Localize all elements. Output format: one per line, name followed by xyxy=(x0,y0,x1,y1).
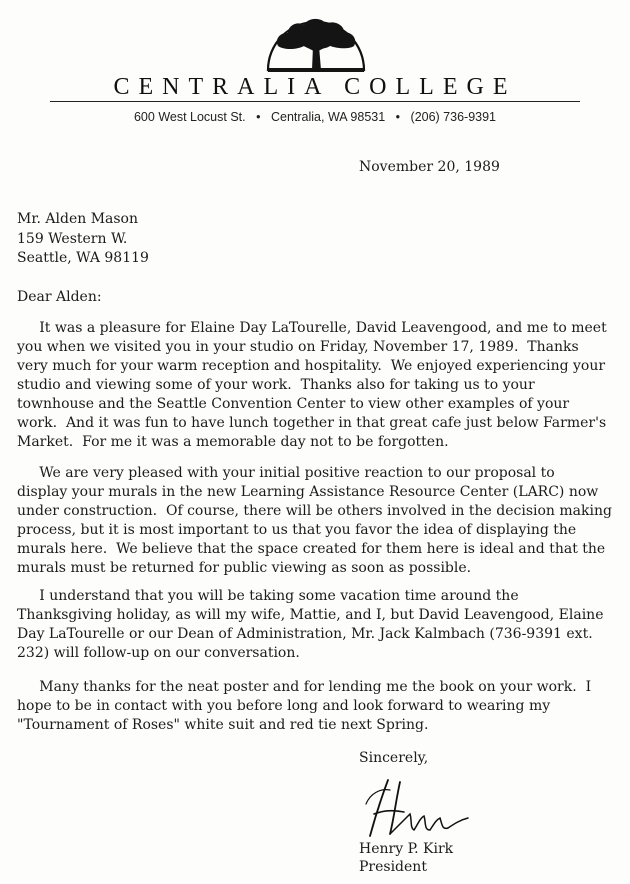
letterhead-phone: (206) 736-9391 xyxy=(410,110,497,124)
paragraph-line: Thanksgiving holiday, as will my wife, Mattie, and I, but David Leavengood, Elaine xyxy=(17,607,604,623)
paragraph-line: 232) will follow-up on our conversation. xyxy=(17,645,300,661)
handwritten-signature xyxy=(360,774,480,844)
paragraph-line: work. And it was fun to have lunch together in that great cafe just below Farmer's xyxy=(17,415,607,431)
letter-date: November 20, 1989 xyxy=(359,159,500,175)
paragraph-2 xyxy=(17,464,612,578)
paragraph-line: hope to be in contact with you before long and look forward to wearing my xyxy=(17,698,551,714)
paragraph-line: you when we visited you in your studio on Friday, November 17, 1989. Thanks xyxy=(17,339,579,355)
paragraph-line: It was a pleasure for Elaine Day LaTourelle, David Leavengood, and me to meet xyxy=(17,320,607,336)
paragraph-line: studio and viewing some of your work. Thanks also for taking us to your xyxy=(17,377,535,393)
recipient-street: 159 Western W. xyxy=(17,230,128,247)
salutation: Dear Alden: xyxy=(17,289,102,305)
signer-name: Henry P. Kirk xyxy=(359,841,454,857)
paragraph-line: I understand that you will be taking some vacation time around the xyxy=(17,588,519,604)
paragraph-line: Many thanks for the neat poster and for lending me the book on your work. I xyxy=(17,679,592,695)
paragraph-line: murals here. We believe that the space created for them here is ideal and that the xyxy=(17,541,606,557)
paragraph-line: murals must be returned for public viewing as soon as possible. xyxy=(17,560,472,576)
recipient-address xyxy=(17,210,149,269)
recipient-city: Seattle, WA 98119 xyxy=(17,250,149,266)
letterhead-city: Centralia, WA 98531 xyxy=(270,110,386,124)
paragraph-line: Market. For me it was a memorable day not to be forgotten. xyxy=(17,434,449,450)
recipient-name: Mr. Alden Mason xyxy=(17,211,139,227)
paragraph-line: We are very pleased with your initial positive reaction to our proposal to xyxy=(17,465,555,481)
institution-name: CENTRALIA COLLEGE xyxy=(113,74,517,100)
paragraph-line: Day LaTourelle or our Dean of Administration, Mr. Jack Kalmbach (736-9391 ext. xyxy=(17,626,593,642)
closing: Sincerely, xyxy=(359,750,429,766)
paragraph-3 xyxy=(17,587,603,663)
letterhead-rule xyxy=(50,101,580,102)
paragraph-1 xyxy=(17,319,607,452)
paragraph-line: display your murals in the new Learning Assistance Resource Center (LARC) now xyxy=(17,484,599,500)
paragraph-line: very much for your warm reception and hospitality. We enjoyed experiencing your xyxy=(17,358,606,374)
college-tree-logo xyxy=(264,6,368,74)
signer-title: President xyxy=(359,859,427,875)
separator-bullet: • xyxy=(395,110,401,124)
separator-bullet: • xyxy=(256,110,261,124)
letterhead-address xyxy=(0,110,630,124)
paragraph-4 xyxy=(17,678,591,735)
paragraph-line: under construction. Of course, there will be others involved in the decision making xyxy=(17,503,612,519)
paragraph-line: "Tournament of Roses" white suit and red tie next Spring. xyxy=(17,717,429,733)
paragraph-line: process, but it is most important to us that you favor the idea of displaying the xyxy=(17,522,577,538)
letterhead-street: 600 West Locust St. xyxy=(133,110,246,124)
paragraph-line: townhouse and the Seattle Convention Center to view other examples of your xyxy=(17,396,570,412)
